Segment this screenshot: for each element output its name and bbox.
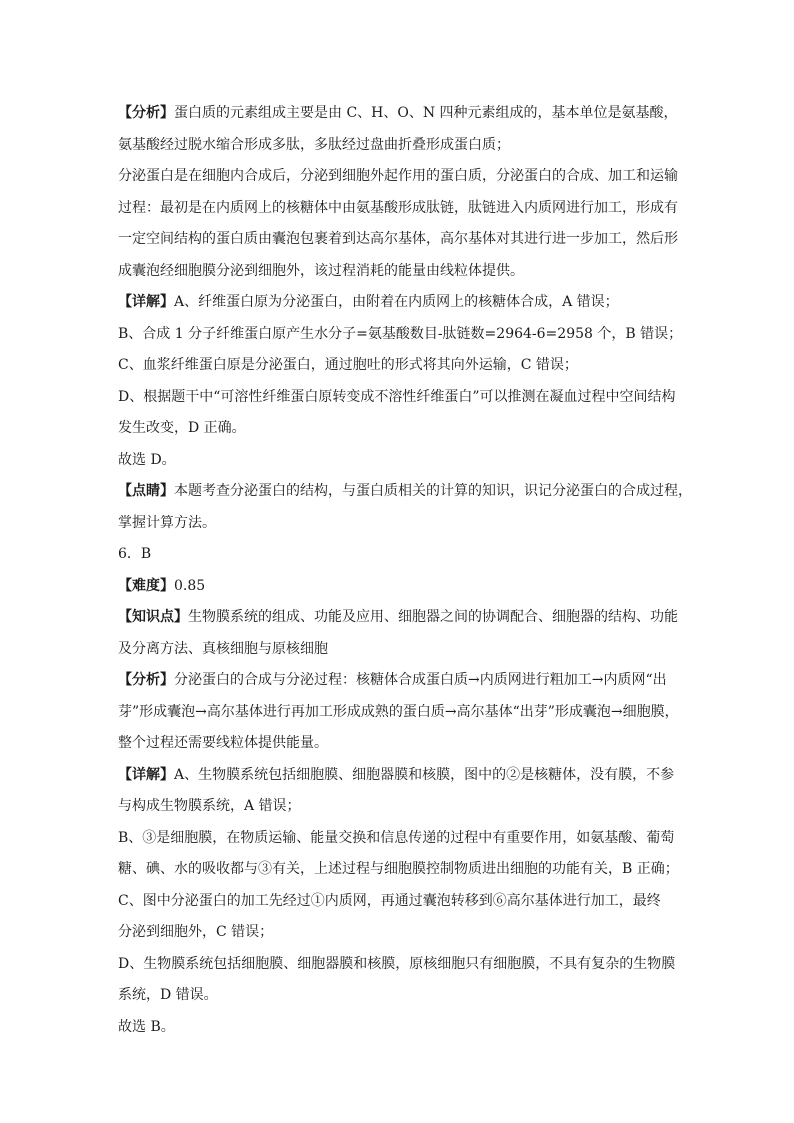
line-text: 分泌蛋白的合成与分泌过程：核糖体合成蛋白质→内质网进行粗加工→内质网“出 (174, 672, 667, 688)
line-text: 整个过程还需要线粒体提供能量。 (118, 735, 328, 751)
document-page (118, 100, 692, 1045)
text-line (118, 856, 684, 888)
text-line (118, 100, 684, 132)
section-tag: 【分析】 (118, 672, 174, 688)
text-line (118, 636, 684, 668)
line-text: C、血浆纤维蛋白原是分泌蛋白，通过胞吐的形式将其向外运输，C 错误； (118, 357, 578, 373)
line-text: 发生改变，D 正确。 (118, 420, 246, 436)
section-tag: 【难度】 (118, 577, 174, 594)
line-text: C、图中分泌蛋白的加工先经过①内质网，再通过囊泡转移到⑥高尔基体进行加工，最终 (118, 892, 661, 909)
text-line (118, 447, 684, 479)
line-text: 成囊泡经细胞膜分泌到细胞外，该过程消耗的能量由线粒体提供。 (118, 262, 524, 279)
line-text: 与构成生物膜系统，A 错误； (118, 798, 301, 814)
line-text: A、生物膜系统包括细胞膜、细胞器膜和核膜，图中的②是核糖体，没有膜，不参 (174, 766, 675, 783)
text-line (118, 352, 684, 384)
section-tag: 【详解】 (118, 766, 174, 783)
section-tag: 【分析】 (118, 105, 174, 121)
line-text: 及分离方法、真核细胞与原核细胞 (118, 640, 328, 657)
text-line (118, 825, 684, 857)
line-text: 故选 D。 (118, 451, 176, 468)
line-text: D、根据题干中“可溶性纤维蛋白原转变成不溶性纤维蛋白”可以推测在凝血过程中空间结构 (118, 388, 676, 405)
line-text: 芽”形成囊泡→高尔基体进行再加工形成成熟的蛋白质→高尔基体“出芽”形成囊泡→细胞膜， (118, 703, 679, 720)
section-tag: 【点睛】 (118, 483, 174, 499)
text-line (118, 951, 684, 983)
text-line (118, 982, 684, 1014)
text-line (118, 699, 684, 731)
line-text: 糖、碘、水的吸收都与③有关，上述过程与细胞膜控制物质进出细胞的功能有关，B 正确； (118, 861, 679, 877)
text-line (118, 321, 684, 353)
line-text: 过程：最初是在内质网上的核糖体中由氨基酸形成肽链，肽链进入内质网进行加工，形成有 (118, 199, 678, 216)
text-line (118, 541, 684, 573)
text-line (118, 888, 684, 920)
line-text: A、纤维蛋白原为分泌蛋白，由附着在内质网上的核糖体合成，A 错误； (174, 294, 619, 310)
text-line (118, 510, 684, 542)
line-text: B、合成 1 分子纤维蛋白原产生水分子=氨基酸数目-肽链数=2964-6=2958 个，B 错误； (118, 325, 683, 342)
line-text: B、③是细胞膜，在物质运输、能量交换和信息传递的过程中有重要作用，如氨基酸、葡萄 (118, 829, 675, 846)
text-line (118, 793, 684, 825)
line-text: 氨基酸经过脱水缩合形成多肽，多肽经过盘曲折叠形成蛋白质； (118, 136, 510, 153)
line-text: 系统，D 错误。 (118, 987, 218, 1003)
text-line (118, 258, 684, 290)
text-line (118, 604, 684, 636)
text-line (118, 667, 684, 699)
text-line (118, 919, 684, 951)
text-line (118, 226, 684, 258)
line-text: 蛋白质的元素组成主要是由 C、H、O、N 四种元素组成的，基本单位是氨基酸， (174, 105, 678, 121)
line-text: 分泌到细胞外，C 错误； (118, 924, 274, 940)
text-line (118, 762, 684, 794)
line-text: 6．B (118, 546, 152, 562)
line-text: 掌握计算方法。 (118, 514, 216, 531)
line-text: D、生物膜系统包括细胞膜、细胞器膜和核膜，原核细胞只有细胞膜，不具有复杂的生物膜 (118, 955, 676, 972)
text-line (118, 195, 684, 227)
line-text: 生物膜系统的组成、功能及应用、细胞器之间的协调配合、细胞器的结构、功能 (188, 609, 678, 625)
line-text: 分泌蛋白是在细胞内合成后，分泌到细胞外起作用的蛋白质，分泌蛋白的合成、加工和运输 (118, 168, 678, 184)
text-line (118, 1014, 684, 1046)
text-line (118, 478, 692, 510)
text-line (118, 289, 684, 321)
line-text: 故选 B。 (118, 1018, 175, 1035)
text-line (118, 573, 684, 605)
line-text: 0.85 (174, 577, 206, 594)
text-line (118, 132, 684, 164)
section-tag: 【知识点】 (118, 609, 188, 625)
text-line (118, 163, 684, 195)
text-line (118, 384, 684, 416)
line-text: 一定空间结构的蛋白质由囊泡包裹着到达高尔基体，高尔基体对其进行进一步加工，然后形 (118, 231, 678, 247)
text-line (118, 415, 684, 447)
line-text: 本题考查分泌蛋白的结构，与蛋白质相关的计算的知识，识记分泌蛋白的合成过程， (174, 483, 692, 499)
section-tag: 【详解】 (118, 294, 174, 310)
text-line (118, 730, 684, 762)
